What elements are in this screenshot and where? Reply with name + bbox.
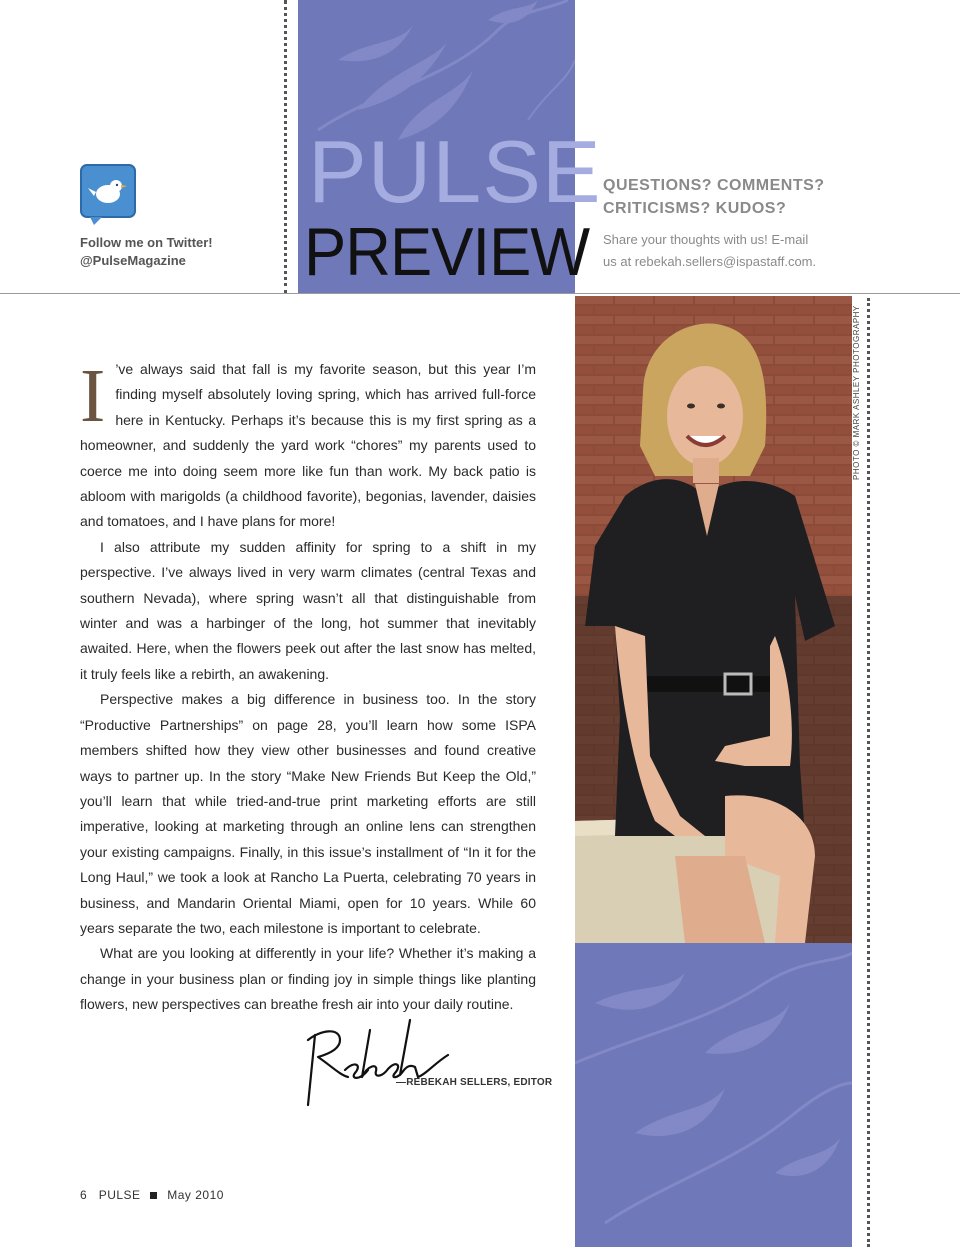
feedback-contact-line: Share your thoughts with us! E-mail [603,232,809,247]
photo-credit-text: PHOTO © MARK ASHLEY PHOTOGRAPHY [852,305,861,480]
dotted-divider [284,0,287,294]
feedback-heading-line: CRITICISMS? KUDOS? [603,200,787,217]
section-title-pulse: PULSE [308,122,602,221]
feedback-heading [603,174,853,220]
feedback-contact [603,229,843,273]
dotted-divider [867,298,870,1247]
article-paragraph: I also attribute my sudden affinity for spring to a shift in my perspective. I’ve always lived in very warm climates (central Texas and southern Nevada), where spring wasn’t all that distinguishable from winter and was a harbinger of the long, hot summer that inevitably awaited. Here, when the flowers peek out after the last snow has melted, it truly feels like a rebirth, an awakening. [80,538,536,682]
editor-photo [575,296,852,943]
separator-square-icon [150,1192,157,1199]
twitter-handle: @PulseMagazine [80,253,186,268]
feedback-heading-line: QUESTIONS? COMMENTS? [603,177,825,194]
footer-band [575,943,852,1247]
twitter-bird-icon[interactable] [80,164,136,226]
handwritten-signature [300,1015,450,1115]
photo-credit [852,305,866,660]
editor-letter [80,354,536,1018]
article-text: ’ve always said that fall is my favorite season, but this year I’m finding myself absolutely loving spring, which has arrived full-force here in Kentucky. Perhaps it’s because this is my first spring as a homeowner, and suddenly the yard work “chores” my parents used to coerce me into doing seem more like fun than work. My back patio is abloom with marigolds (a childhood favorite), begonias, lavender, daisies and tomatoes, and I have plans for more! [80,361,536,530]
article-paragraph: What are you looking at differently in your life? Whether it’s making a change in your business plan or finding joy in simple things like planting flowers, new perspectives can breathe fresh air into your daily routine. [80,945,536,1013]
page-number: 6 [80,1188,88,1202]
twitter-follow-text[interactable] [80,234,213,270]
issue-date: May 2010 [167,1188,224,1202]
signature-name: —REBEKAH SELLERS, EDITOR [396,1077,553,1088]
magazine-name: PULSE [98,1188,141,1202]
header-rule [0,293,960,294]
article-paragraph [80,354,536,535]
drop-cap: I [80,354,106,438]
section-title-preview: PREVIEW [304,214,590,290]
article-paragraph: Perspective makes a big difference in business too. In the story “Productive Partnerships” on page 28, you’ll learn how some ISPA members shifted how they view other businesses and found creative ways to partner up. In the story “Make New Friends But Keep the Old,” you’ll learn that while tried-and-true print marketing efforts are still imperative, looking at marketing through an online lens can strengthen your existing campaigns. Finally, in this issue’s installment of “In it for the Long Haul,” we took a look at Rancho La Puerta, celebrating 70 years in business, and Mandarin Oriental Miami, open for 10 years. While 60 years separate the two, each milestone is important to celebrate. [80,691,536,936]
twitter-follow-label: Follow me on Twitter! [80,235,213,250]
leaf-ornament [575,943,852,1247]
page-footer [80,1188,224,1202]
feedback-contact-email: us at rebekah.sellers@ispastaff.com. [603,254,817,269]
